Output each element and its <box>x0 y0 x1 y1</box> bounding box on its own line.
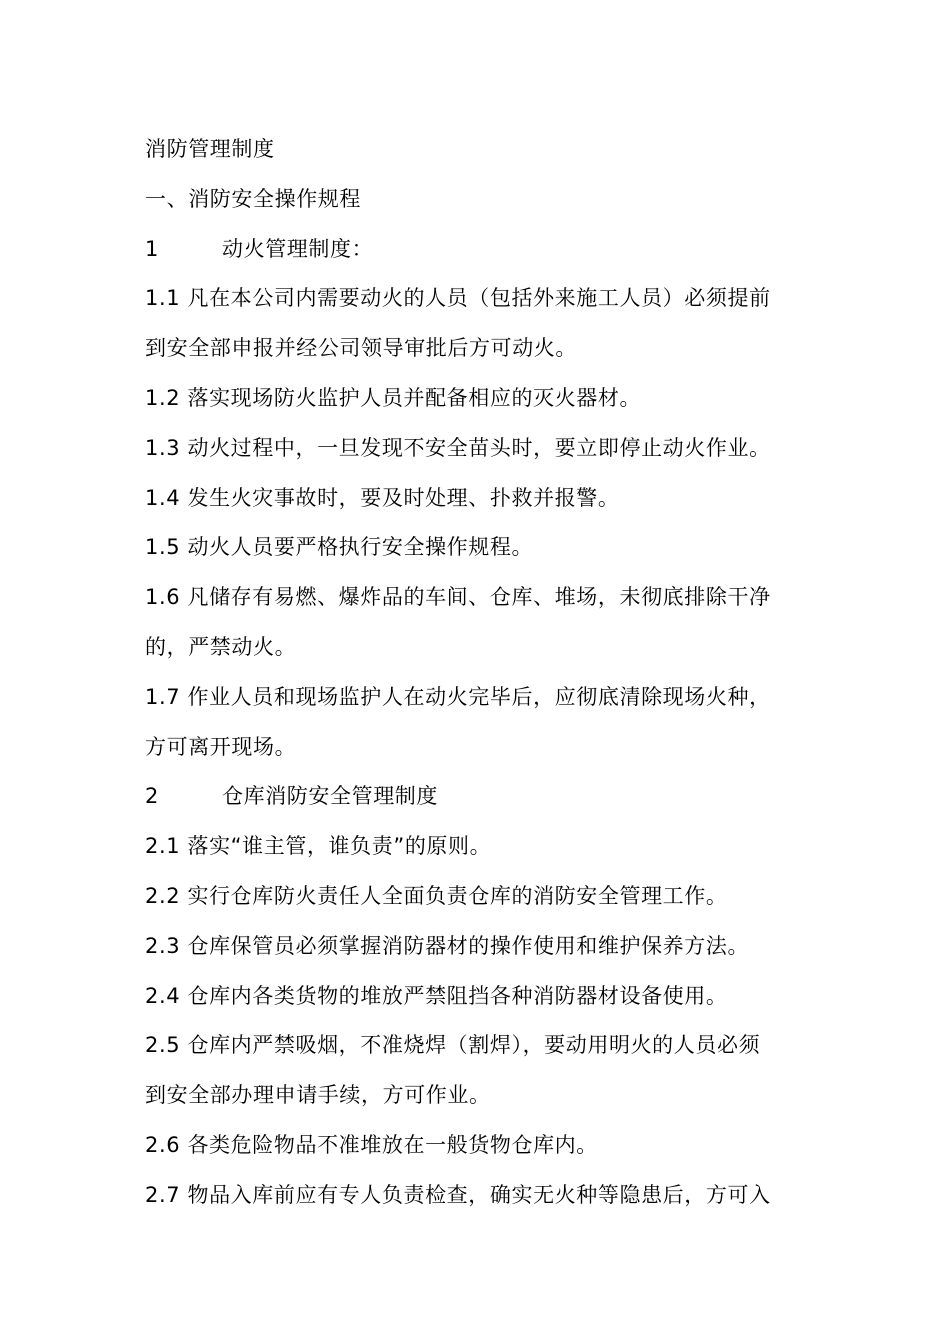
subsection-heading-1 <box>145 225 810 275</box>
subsection-number: 1 <box>145 236 159 261</box>
paragraph-line: 1.4 发生火灾事故时，要及时处理、扑救并报警。 <box>145 485 620 510</box>
paragraph-line: 2.7 物品入库前应有专人负责检查，确实无火种等隐患后，方可入 <box>145 1182 771 1207</box>
document-body <box>145 125 810 1221</box>
paragraph-line: 2.6 各类危险物品不准堆放在一般货物仓库内。 <box>145 1132 598 1157</box>
subsection-title: 动火管理制度： <box>222 236 374 261</box>
paragraph-line: 2.1 落实“谁主管，谁负责”的原则。 <box>145 834 492 859</box>
subsection-title: 仓库消防安全管理制度 <box>222 784 438 809</box>
paragraph-line: 的，严禁动火。 <box>145 634 297 659</box>
subsection-heading-2 <box>145 772 810 822</box>
paragraph-line: 1.7 作业人员和现场监护人在动火完毕后，应彻底清除现场火种， <box>145 684 771 709</box>
paragraph-line: 1.1 凡在本公司内需要动火的人员（包括外来施工人员）必须提前 <box>145 286 771 311</box>
paragraph-line: 1.5 动火人员要严格执行安全操作规程。 <box>145 535 534 560</box>
paragraph-line: 1.2 落实现场防火监护人员并配备相应的灭火器材。 <box>145 385 642 410</box>
paragraph-line: 方可离开现场。 <box>145 734 297 759</box>
paragraph-line: 到安全部申报并经公司领导审批后方可动火。 <box>145 336 577 361</box>
section-heading: 一、消防安全操作规程 <box>145 186 361 211</box>
paragraph-line: 1.6 凡储存有易燃、爆炸品的车间、仓库、堆场，未彻底排除干净 <box>145 585 771 610</box>
document-title: 消防管理制度 <box>145 137 275 161</box>
paragraph-line: 到安全部办理申请手续，方可作业。 <box>145 1083 491 1108</box>
subsection-number: 2 <box>145 784 159 809</box>
paragraph-line: 2.3 仓库保管员必须掌握消防器材的操作使用和维护保养方法。 <box>145 933 750 958</box>
paragraph-line: 2.2 实行仓库防火责任人全面负责仓库的消防安全管理工作。 <box>145 883 728 908</box>
paragraph-line: 2.5 仓库内严禁吸烟，不准烧焊（割焊），要动用明火的人员必须 <box>145 1033 761 1058</box>
paragraph-line: 2.4 仓库内各类货物的堆放严禁阻挡各种消防器材设备使用。 <box>145 983 728 1008</box>
paragraph-line: 1.3 动火过程中，一旦发现不安全苗头时，要立即停止动火作业。 <box>145 435 771 460</box>
